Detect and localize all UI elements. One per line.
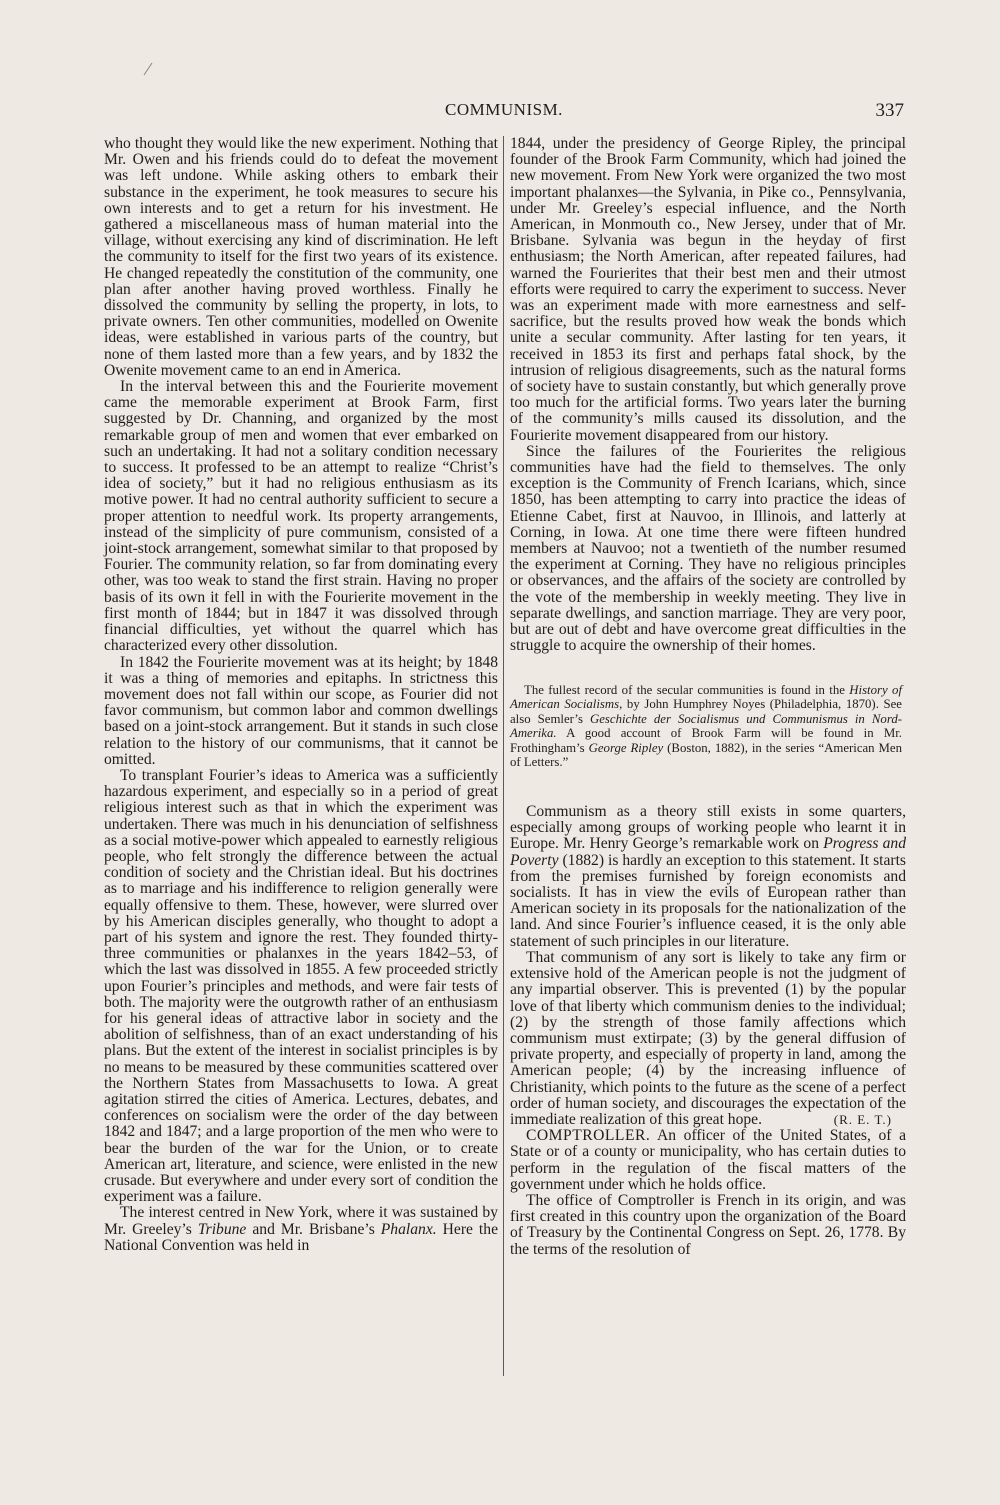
paragraph: To transplant Fourier’s ideas to America was a sufficiently hazardous experiment, and especially so in a period of great religious interest such as that in which the experiment was undertaken. There was much in his denunciation of selfishness as a social motive-power which appealed to earnestly religious people, who felt strongly the difference between the actual condition of society and the Christian ideal. But his doctrines as to marriage and his indifference to religion generally were equally offensive to them. These, however, were slurred over by his American disciples generally, who thought to adopt a part of his system and ignore the rest. They founded thirty-three communities or phalanxes in the years 1842–53, of which the last was dissolved in 1855. A few proceeded strictly upon Fourier’s principles and methods, and were fair tests of both. The majority were the outgrowth rather of an enthusiasm for his general ideas of attractive labor in society and the abolition of selfishness, than of an exact understanding of his plans. But the extent of the interest in socialist principles is by no means to be measured by these communities scattered over the Northern States from Massachusetts to Iowa. A great agitation stirred the cities of America. Lectures, debates, and conferences on socialism were the order of the day between 1842 and 1847; and a large proportion of the men who were to bear the burden of the war for the Union, or to create American art, literature, and science, were enlisted in the new crusade. But everywhere and under every sort of condition the experiment was a failure. (104, 766, 498, 1206)
paragraph: who thought they would like the new experiment. Nothing that Mr. Owen and his friends could do to defeat the movement was left undone. While asking others to embark their substance in the experiment, he took measures to secure his own interests and to get a return for his investment. He gathered a miscellaneous mass of human material into the village, without exercising any kind of discrimination. He left the community to itself for the first two years of its existence. He changed repeatedly the constitution of the community, one plan after another having proved worthless. Finally he dissolved the community by selling the property, in lots, to private owners. Ten other communities, modelled on Owenite ideas, were established in various parts of the country, but none of them lasted more than a few years, and by 1832 the Owenite movement came to an end in America. (104, 135, 498, 379)
right-column (510, 136, 906, 1258)
italic-title: George Ripley (588, 740, 664, 755)
column-rule (503, 136, 504, 1376)
page-number: 337 (875, 100, 904, 121)
paragraph-text: That communism of any sort is likely to take any firm or extensive hold of the American people is not the judgment of any impartial observer. This is prevented (1) by the popular love of that liberty which communism denies to the individual; (2) by the strength of those family affections which communism must extirpate; (3) by the general diffusion of private property, and especially of property in land, among the American people; (4) by the increasing influence of Christianity, which points to the future as the scene of a perfect order of human society, and discourages the expectation of the immediate realization of this great hope. (510, 948, 906, 1128)
left-column (104, 136, 498, 1254)
author-signature: (R. E. T.) (833, 1111, 892, 1127)
paragraph: Since the failures of the Fourierites the religious communities have had the field to themselves. The only exception is the Community of French Icarians, which, since 1850, has been attempting to carry into practice the ideas of Etienne Cabet, first at Nauvoo, in Illinois, and latterly at Corning, in Iowa. At one time there were fifteen hundred members at Nauvoo; not a twentieth of the number resumed the experiment at Corning. They have no religious principles or observances, and the affairs of the society are controlled by the vote of the membership in weekly meeting. They live in separate dwellings, and sanction marriage. They are very poor, but are out of debt and have overcome great difficulties in the struggle to acquire the ownership of their homes. (510, 442, 906, 655)
entry-comptroller (510, 1128, 906, 1193)
italic-title: Geschichte der Socialismus und Communismus in Nord-Amerika. (510, 711, 902, 741)
paragraph: 1844, under the presidency of George Ripley, the principal founder of the Brook Farm Community, which had joined the new movement. From New York were organized the two most important phalanxes—the Sylvania, in Pike co., Pennsylvania, under Mr. Greeley’s especial influence, and the North American, in Monmouth co., New Jersey, under that of Mr. Brisbane. Sylvania was begun in the heyday of first enthusiasm; the North American, after repeated failures, had warned the Fourierites that their best men and their utmost efforts were required to carry the experiment to success. Never was an experiment made with more earnestness and self-sacrifice, but the results proved how weak the bonds which unite a secular community. After lasting for ten years, it received in 1853 its first and perhaps fatal shock, by the intrusion of religious disagreements, such as the natural forms of society have to sustain constantly, but which generally prove too much for the artificial forms. Two years later the burning of the community’s mills caused its dissolution, and the Fourierite movement disappeared from our history. (510, 135, 906, 444)
italic-title: Phalanx. (380, 1220, 437, 1238)
entry-headword: COMPTROLLER. (526, 1127, 651, 1145)
entry-definition: An officer of the United States, of a State or of a county or municipality, who has certain duties to perform in the regulation of the fiscal matters of the government under which he holds office. (510, 1127, 906, 1193)
paragraph: Communism as a theory still exists in some quarters, especially among groups of working people who learnt it in Europe. Mr. Henry George’s remarkable work on Progress and Poverty (1882) is hardly an exception to this statement. It starts from the premises furnished by foreign economists and socialists. It has in view the evils of European rather than American society in its proposals for the nationalization of the land. And since Fourier’s influence ceased, it is the only able statement of such principles in our literature. (510, 803, 906, 950)
paragraph: The interest centred in New York, where it was sustained by Mr. Greeley’s Tribune and Mr. Brisbane’s Phalanx. Here the National Convention was held in (104, 1204, 498, 1254)
italic-title: Tribune (197, 1220, 247, 1238)
page-header (104, 100, 904, 124)
running-head: COMMUNISM. (445, 100, 563, 119)
pencil-mark (143, 62, 153, 76)
italic-title: History of American Socialisms, (510, 682, 902, 712)
paragraph: In the interval between this and the Fourierite movement came the memorable experiment at Brook Farm, first suggested by Dr. Channing, and organized by the most remarkable group of men and women that ever embarked on such an undertaking. It had not a solitary condition necessary to success. It professed to be an attempt to realize “Christ’s idea of society,” but it had no religious enthusiasm as its motive power. It had no central authority sufficient to secure a proper attention to needful work. Its property arrangements, instead of the simplicity of pure communism, consisted of a joint-stock arrangement, somewhat similar to that proposed by Fourier. The community relation, so far from dominating every other, was too weak to stand the first strain. Having no proper basis of its own it fell in with the Fourierite movement in the first month of 1844; but in 1847 it was dissolved through financial difficulties, yet without the quarrel which has characterized every other dissolution. (104, 378, 498, 655)
paragraph: In 1842 the Fourierite movement was at its height; by 1848 it was a thing of memories and epitaphs. In strictness this movement does not fall within our scope, as Fourier did not favor communism, but common labor and common dwellings based on a joint-stock arrangement. But it stands in such close relation to the history of our communisms, that it cannot be omitted. (104, 653, 498, 768)
paragraph: The office of Comptroller is French in its origin, and was first created in this country upon the organization of the Board of Treasury by the Continental Congress on Sept. 26, 1778. By the terms of the resolution of (510, 1191, 906, 1258)
bibliography-note: The fullest record of the secular communities is found in the History of American Socialisms, by John Humphrey Noyes (Philadelphia, 1870). See also Semler’s Geschichte der Socialismus und Communismus in Nord-Amerika. A good account of Brook Farm will be found in Mr. Frothingham’s George Ripley (Boston, 1882), in the series “American Men of Letters.” (510, 682, 902, 770)
italic-title: Progress and Poverty (510, 835, 906, 869)
paragraph-with-signature (510, 950, 906, 1128)
